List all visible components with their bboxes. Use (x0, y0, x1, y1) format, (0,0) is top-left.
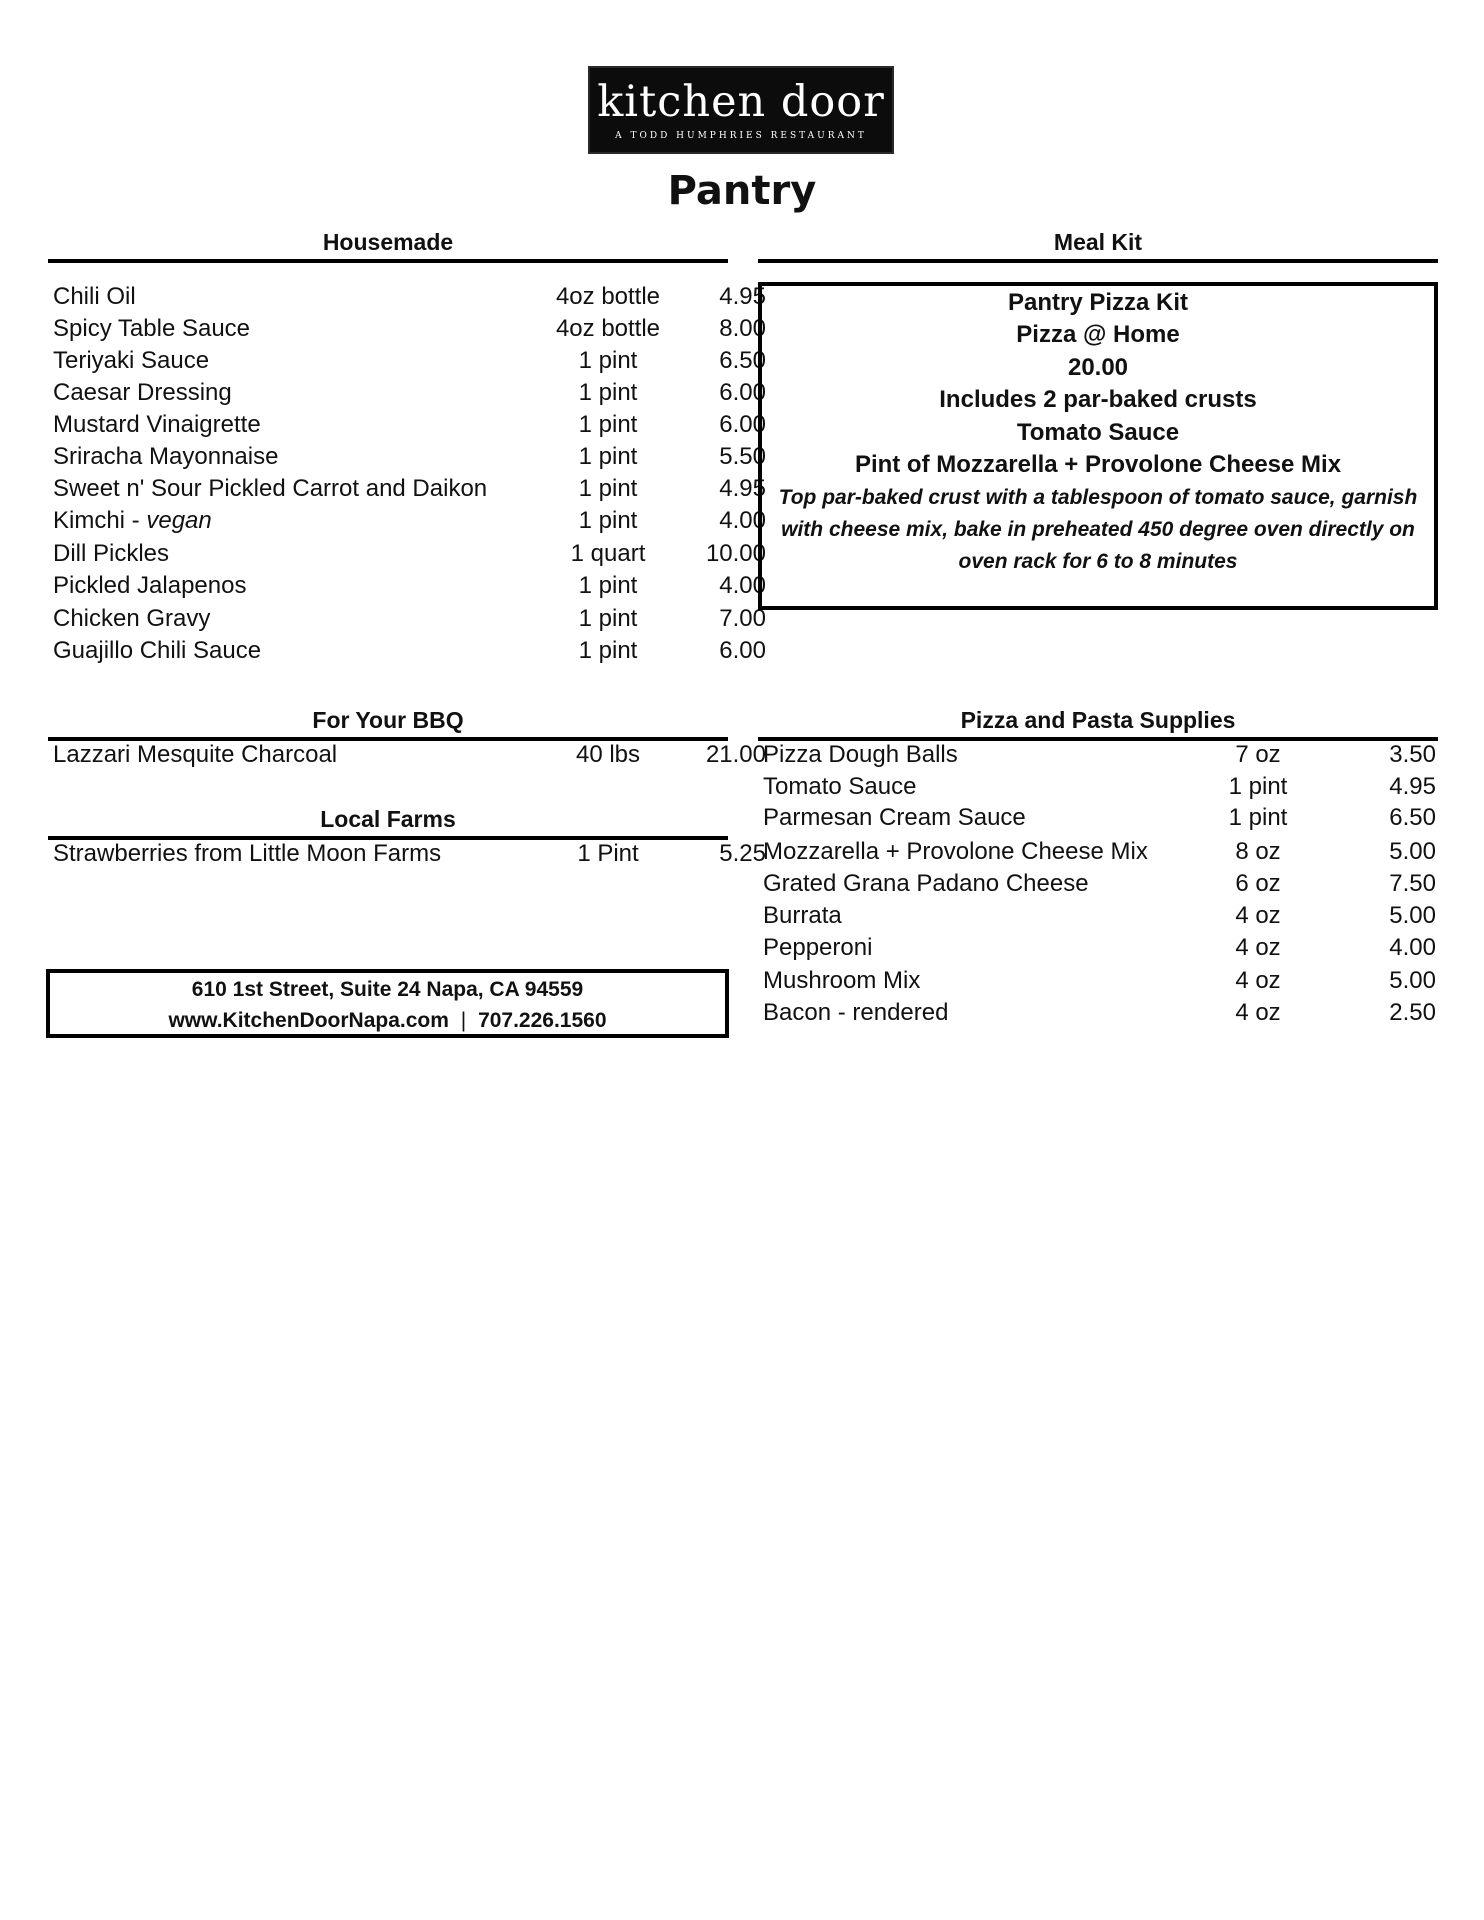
item-name: Mozzarella + Provolone Cheese Mix (763, 838, 1148, 865)
item-price: 6.50 (719, 347, 766, 374)
item-quantity: 1 pint (578, 411, 638, 438)
menu-item-row (48, 540, 766, 572)
item-quantity: 1 pint (1228, 773, 1288, 800)
kit-instructions: Top par-baked crust with a tablespoon of tomato sauce, garnish with cheese mix, bake in preheated 450 degree oven directly on oven rack for 6 to 8 minutes (778, 485, 1418, 573)
item-price: 10.00 (705, 540, 766, 567)
menu-item-row (48, 411, 766, 443)
item-price: 7.50 (1389, 870, 1436, 897)
item-name: Burrata (763, 902, 842, 929)
item-quantity: 1 pint (578, 637, 638, 664)
item-quantity: 4 oz (1235, 934, 1281, 961)
kit-cheese: Pint of Mozzarella + Provolone Cheese Mix (854, 451, 1342, 478)
website-link[interactable]: www.KitchenDoorNapa.com (168, 1009, 449, 1032)
item-quantity: 1 pint (578, 443, 638, 470)
item-name: Sriracha Mayonnaise (53, 443, 279, 470)
item-price: 5.25 (719, 840, 766, 867)
item-price: 4.95 (1389, 773, 1436, 800)
item-price: 5.00 (1389, 902, 1436, 929)
item-name: Dill Pickles (53, 540, 170, 567)
item-price: 6.00 (719, 411, 766, 438)
menu-item-row (758, 870, 1438, 902)
meal-kit-heading: Meal Kit (1053, 229, 1143, 255)
item-price: 6.50 (1389, 804, 1436, 831)
kit-sauce: Tomato Sauce (1016, 418, 1180, 446)
address: 610 1st Street, Suite 24 Napa, CA 94559 (191, 978, 584, 1001)
item-price: 4.00 (1389, 934, 1436, 961)
item-price: 8.00 (719, 315, 766, 342)
item-price: 6.00 (719, 637, 766, 664)
item-name: Caesar Dressing (53, 379, 232, 406)
contact-box (46, 969, 729, 1038)
item-price: 2.50 (1389, 999, 1436, 1026)
item-price: 4.00 (719, 507, 766, 534)
item-quantity: 7 oz (1235, 741, 1281, 768)
item-name: Spicy Table Sauce (53, 315, 251, 342)
kit-price: 20.00 (1067, 353, 1129, 381)
item-name: Teriyaki Sauce (53, 347, 210, 374)
menu-item-row (758, 999, 1438, 1031)
bbq-heading: For Your BBQ (312, 707, 464, 733)
item-quantity: 4oz bottle (555, 283, 661, 310)
kit-includes: Includes 2 par-baked crusts (939, 386, 1257, 413)
item-quantity: 4 oz (1235, 999, 1281, 1026)
item-name: Grated Grana Padano Cheese (763, 870, 1089, 897)
item-quantity: 4oz bottle (555, 315, 661, 342)
item-quantity: 1 pint (1228, 804, 1288, 831)
item-name: Mushroom Mix (763, 967, 921, 994)
menu-item-row (48, 741, 766, 773)
item-quantity: 1 pint (578, 572, 638, 599)
item-price: 4.00 (719, 572, 766, 599)
menu-item-row (758, 902, 1438, 934)
item-name: Sweet n' Sour Pickled Carrot and Daikon (53, 475, 488, 502)
contact-line (50, 1005, 725, 1036)
menu-item-row (758, 838, 1438, 870)
menu-item-row (758, 741, 1438, 773)
item-price: 5.00 (1389, 967, 1436, 994)
item-price: 5.50 (719, 443, 766, 470)
logo-name: kitchen door (597, 77, 885, 127)
housemade-rule (48, 259, 728, 263)
item-name: Chili Oil (53, 283, 136, 310)
item-price: 4.95 (719, 475, 766, 502)
item-note: vegan (146, 507, 212, 534)
item-name: Strawberries from Little Moon Farms (53, 840, 442, 867)
item-quantity: 8 oz (1235, 838, 1281, 865)
item-quantity: 1 pint (578, 507, 638, 534)
item-name: Tomato Sauce (763, 773, 917, 800)
kit-name: Pantry Pizza Kit (1007, 288, 1189, 316)
item-quantity: 1 quart (570, 540, 646, 567)
item-price: 5.00 (1389, 838, 1436, 865)
menu-item-row (48, 605, 766, 637)
menu-item-row (48, 572, 766, 604)
item-quantity: 40 lbs (575, 741, 641, 768)
menu-item-row (48, 840, 766, 872)
menu-item-row (758, 934, 1438, 966)
item-price: 3.50 (1389, 741, 1436, 768)
pizza-pasta-heading: Pizza and Pasta Supplies (960, 707, 1236, 733)
menu-item-row (758, 773, 1438, 805)
pizza-kit-box (758, 282, 1438, 610)
menu-item-row (48, 315, 766, 347)
item-price: 7.00 (719, 605, 766, 632)
menu-item-row (48, 507, 766, 539)
item-quantity: 1 pint (578, 475, 638, 502)
item-name: Pizza Dough Balls (763, 741, 958, 768)
item-name: Lazzari Mesquite Charcoal (53, 741, 338, 768)
menu-item-row (758, 967, 1438, 999)
item-name: Mustard Vinaigrette (53, 411, 261, 438)
item-price: 4.95 (719, 283, 766, 310)
menu-item-row (48, 443, 766, 475)
item-price: 6.00 (719, 379, 766, 406)
item-quantity: 6 oz (1235, 870, 1281, 897)
menu-item-row (48, 637, 766, 669)
item-name: Chicken Gravy (53, 605, 211, 632)
menu-item-row (48, 283, 766, 315)
menu-item-row (48, 475, 766, 507)
item-name: Bacon - rendered (763, 999, 949, 1026)
menu-item-row (758, 804, 1438, 836)
item-name: Guajillo Chili Sauce (53, 637, 262, 664)
item-name: Pepperoni (763, 934, 873, 961)
contact-separator: | (460, 1009, 467, 1032)
menu-item-row (48, 379, 766, 411)
item-name: Parmesan Cream Sauce (763, 804, 1026, 831)
item-quantity: 4 oz (1235, 967, 1281, 994)
phone-number: 707.226.1560 (478, 1009, 607, 1032)
housemade-heading: Housemade (322, 229, 454, 255)
local-farms-heading: Local Farms (320, 806, 456, 832)
kit-subtitle: Pizza @ Home (1016, 321, 1180, 348)
logo-tagline: A TODD HUMPHRIES RESTAURANT (615, 131, 867, 141)
page-title: Pantry (667, 168, 817, 214)
item-quantity: 1 pint (578, 347, 638, 374)
item-price: 21.00 (705, 741, 766, 768)
item-quantity: 1 pint (578, 605, 638, 632)
item-quantity: 1 pint (578, 379, 638, 406)
item-quantity: 1 Pint (577, 840, 639, 867)
item-name: Pickled Jalapenos (53, 572, 247, 599)
item-quantity: 4 oz (1235, 902, 1281, 929)
item-name: Kimchi - vegan (53, 507, 212, 534)
restaurant-logo (588, 66, 894, 154)
menu-item-row (48, 347, 766, 379)
meal-kit-rule (758, 259, 1438, 263)
